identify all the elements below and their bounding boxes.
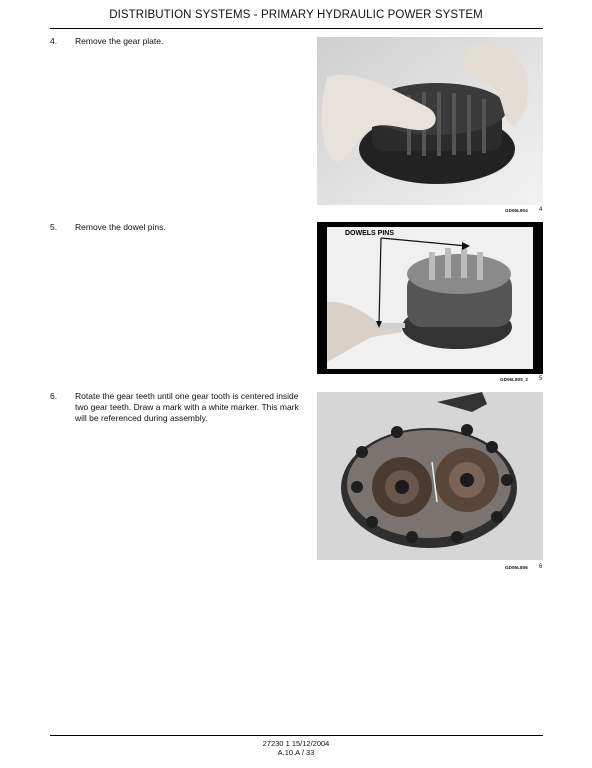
figure-5-code: GD06L805_2 xyxy=(500,377,529,382)
figure-5-number: 5 xyxy=(539,376,543,382)
step-5-text: Remove the dowel pins. xyxy=(75,222,166,232)
page-title: DISTRIBUTION SYSTEMS - PRIMARY HYDRAULIC POWER SYSTEM xyxy=(109,9,483,21)
footer-page-number: A.10.A / 33 xyxy=(277,748,315,757)
figure-4-code: GD06L804 xyxy=(505,208,528,213)
step-6-text: Rotate the gear teeth until one gear tooth is centered inside two gear teeth. Draw a mark with a white marker. This mark will be referenced during assembly. xyxy=(75,391,299,423)
footer-rule xyxy=(50,735,543,736)
figure-4-photo xyxy=(317,37,543,205)
figure-5-photo xyxy=(317,222,543,374)
figure-4-number: 4 xyxy=(539,207,543,213)
figure-6-code: GD06L806 xyxy=(505,565,528,570)
step-5-number: 5. xyxy=(50,222,58,232)
figure-6-photo xyxy=(317,392,543,560)
step-6-number: 6. xyxy=(50,391,58,401)
footer-publication: 27230 1 15/12/2004 xyxy=(262,739,330,748)
header-rule xyxy=(50,28,543,29)
step-4-text: Remove the gear plate. xyxy=(75,36,164,46)
dowel-pins-callout: DOWELS PINS xyxy=(345,230,395,237)
figure-6-number: 6 xyxy=(539,564,543,570)
step-4-number: 4. xyxy=(50,36,58,46)
